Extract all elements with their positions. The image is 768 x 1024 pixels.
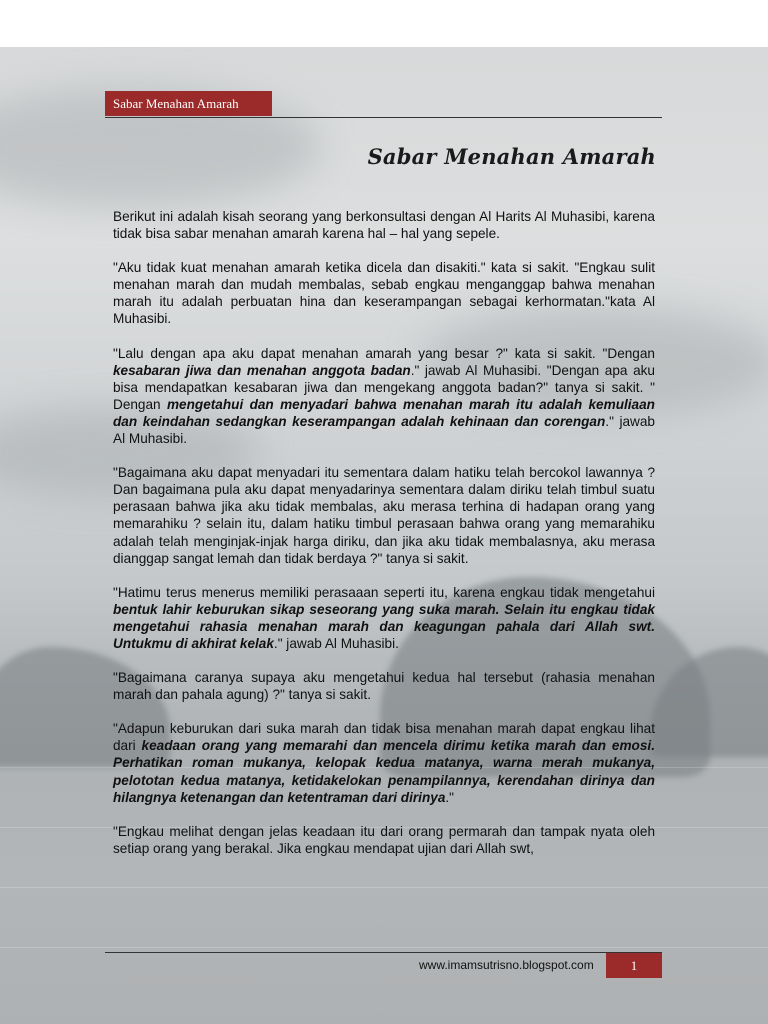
body-text: ." jawab Al Muhasibi.: [113, 413, 655, 447]
water-reflection: [0, 947, 768, 948]
emphasis-text: keadaan orang yang memarahi dan mencela dirimu ketika marah dan emosi. Perhatikan roman mukanya, kelopak kedua matanya, warna merah mukanya, pelototan kedua matanya, ketidakelokan penampilannya, kerendahan dirinya dan hilangnya ketenangan dan ketentraman dari dirinya: [113, 738, 655, 805]
emphasis-text: kesabaran jiwa dan menahan anggota badan: [113, 362, 411, 378]
footer-website-url: www.imamsutrisno.blogspot.com: [419, 958, 594, 972]
paragraph: [113, 464, 655, 567]
paragraph: [113, 669, 655, 703]
paragraph: [113, 208, 655, 242]
page-number: 1: [606, 953, 662, 978]
body-text: "Bagaimana caranya supaya aku mengetahui kedua hal tersebut (rahasia menahan marah dan pahala agung) ?" tanya si sakit.: [113, 670, 655, 703]
page-title: Sabar Menahan Amarah: [367, 144, 656, 169]
body-text: "Engkau melihat dengan jelas keadaan itu dari orang permarah dan tampak nyata oleh setiap orang yang berakal. Jika engkau mendapat ujian dari Allah swt,: [113, 823, 655, 856]
emphasis-text: mengetahui dan menyadari bahwa menahan marah itu adalah kemuliaan dan keindahan sedangkan keserampangan adalah kehinaan dan corengan: [113, 396, 655, 429]
paragraph: [113, 345, 655, 448]
header-divider: [105, 117, 662, 118]
body-text: "Aku tidak kuat menahan amarah ketika dicela dan disakiti." kata si sakit. "Engkau sulit menahan marah dan mudah membalas, sebab engkau menganggap bahwa menahan marah itu adalah perbuatan hina dan keserampangan sebagai kerhormatan."kata Al Muhasibi.: [113, 260, 655, 327]
header-section-label: Sabar Menahan Amarah: [105, 91, 272, 116]
footer-divider: [105, 952, 662, 953]
body-text: Berikut ini adalah kisah seorang yang berkonsultasi dengan Al Harits Al Muhasibi, karena tidak bisa sabar menahan amarah karena hal – hal yang sepele.: [113, 209, 655, 242]
body-text: "Lalu dengan apa aku dapat menahan amarah yang besar ?" kata si sakit. "Dengan: [113, 345, 655, 361]
body-text: "Hatimu terus menerus memiliki perasaaan seperti itu, karena engkau tidak mengetahui: [113, 584, 655, 600]
body-text: .": [445, 789, 454, 805]
paragraph: [113, 584, 655, 652]
body-text: ." jawab Al Muhasibi.: [273, 635, 399, 651]
paragraph: [113, 823, 655, 857]
emphasis-text: bentuk lahir keburukan sikap seseorang yang suka marah. Selain itu engkau tidak mengetahui rahasia menahan marah dan keagungan pahala dari Allah swt. Untukmu di akhirat kelak: [113, 601, 655, 651]
article-body: [113, 208, 655, 874]
body-text: ." jawab Al Muhasibi. "Dengan apa aku bisa mendapatkan kesabaran jiwa dan mengekang anggota badan?" tanya si sakit. " Dengan: [113, 362, 655, 412]
body-text: "Bagaimana aku dapat menyadari itu sementara dalam hatiku telah bercokol lawannya ? Dan bagaimana pula aku dapat menyadarinya sementara dalam diriku telah timbul suatu perasaan bahwa jika aku tidak membalas, aku merasa terhina di hadapan orang yang memarahiku ? selain itu, dalam hatiku timbul perasaan bahwa orang yang memarahiku adalah telah menginjak-injak harga diriku, dan jika aku tidak membalasnya, aku merasa dianggap sangat lemah dan tidak berdaya ?" tanya si sakit.: [113, 465, 655, 566]
paragraph: [113, 720, 655, 805]
body-text: "Adapun keburukan dari suka marah dan tidak bisa menahan marah dapat engkau lihat dari: [113, 721, 655, 754]
paragraph: [113, 259, 655, 327]
water-reflection: [0, 887, 768, 888]
